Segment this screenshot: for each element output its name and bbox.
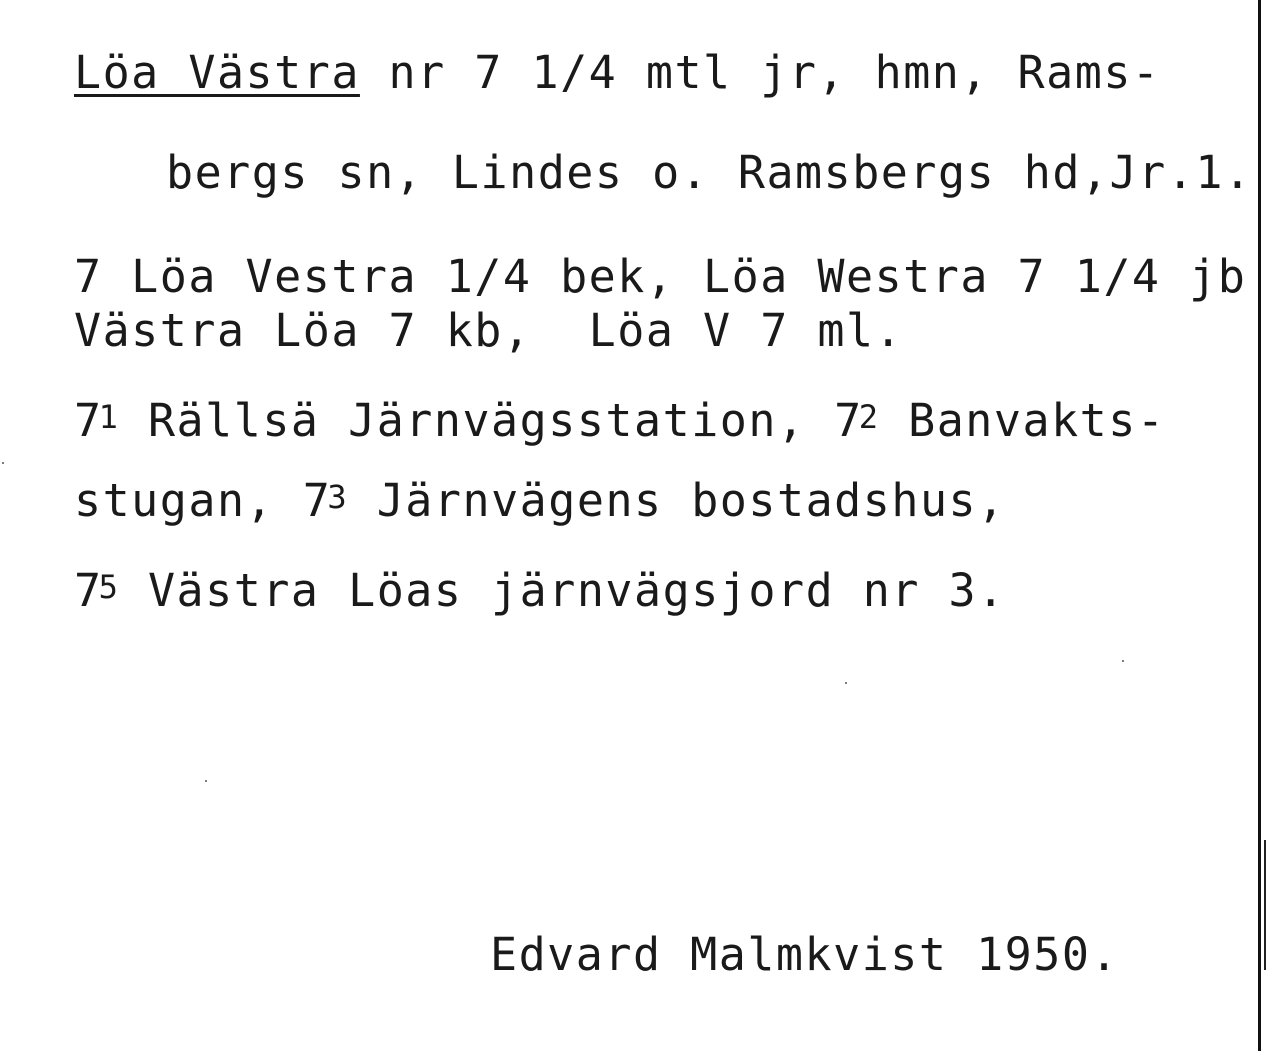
card-edge-mark [1264,840,1266,970]
paper-speck [1122,660,1124,662]
card-line-4: Västra Löa 7 kb, Löa V 7 ml. [74,304,904,357]
parcel-superscript: 2 [858,398,880,436]
parcel-number: 7 [74,564,103,617]
card-line-1 [74,46,1161,99]
parcel-superscript: 1 [98,398,120,436]
parcel-text: stugan, 7 [74,474,332,527]
paper-speck [845,682,847,684]
heading-details: nr 7 1/4 mtl jr, hmn, Rams- [359,46,1161,99]
signature-line: Edvard Malmkvist 1950. [490,928,1120,981]
parcel-text: Järnvägens bostadshus, [348,474,1006,527]
parcel-superscript: 3 [327,478,349,516]
parcel-text: Västra Löas järnvägsjord nr 3. [119,564,1006,617]
card-line-7 [74,564,1006,617]
card-edge-line [1258,0,1261,1051]
paper-speck [2,462,4,464]
card-line-5 [74,394,1166,447]
card-line-2: bergs sn, Lindes o. Ramsbergs hd,Jr.1. [166,146,1253,199]
parcel-text: Banvakts- [879,394,1166,447]
card-line-6 [74,474,1006,527]
parcel-text: Rällsä Järnvägsstation, 7 [119,394,863,447]
place-name-heading: Löa Västra [74,46,360,99]
paper-speck [205,780,207,782]
parcel-superscript: 5 [98,568,120,606]
card-line-3: 7 Löa Vestra 1/4 bek, Löa Westra 7 1/4 jb [74,250,1247,303]
parcel-number: 7 [74,394,103,447]
